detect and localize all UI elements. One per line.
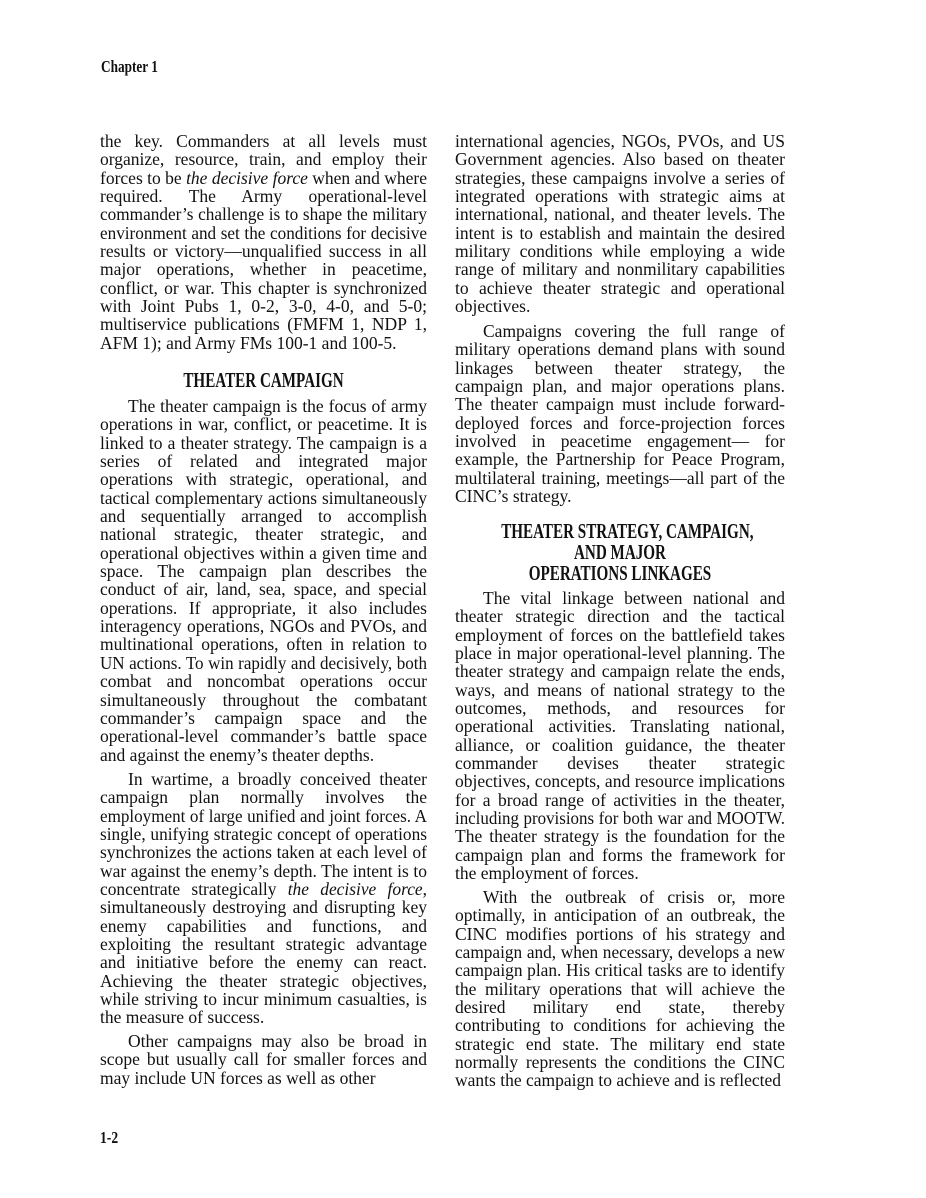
text-line: the key. Commanders at all levels must (100, 131, 427, 151)
text-line: Other campaigns may also be broad in (128, 1031, 427, 1051)
text-line: series of related and integrated major (100, 451, 427, 472)
text-line: international, national, and theater levels. The (455, 204, 785, 225)
text-line: employment of large unified and joint forces. A (100, 805, 427, 826)
text-line: to achieve theater strategic and operational (455, 277, 785, 298)
text-line: scope but usually call for smaller forces and (100, 1049, 427, 1070)
chapter-header: Chapter 1 (101, 57, 158, 76)
text-line: outcomes, methods, and resources for (455, 698, 785, 719)
text-line: intent is to establish and maintain the desired (455, 222, 785, 243)
text-line: In wartime, a broadly conceived theater (128, 769, 427, 789)
text-line: the employment of forces. (455, 863, 639, 884)
text-line: strategies, these campaigns involve a series of (455, 167, 785, 188)
text-line: operations. If appropriate, it also includes (100, 597, 427, 618)
text-line: theater strategy and campaign relate the ends, (455, 661, 785, 682)
text-line: space. The campaign plan describes the (100, 561, 427, 582)
text-line: may include UN forces as well as other (100, 1067, 376, 1088)
text-line: required. The Army operational-level (100, 186, 427, 207)
text-line: linkages between theater strategy, the (455, 357, 785, 378)
text-line: exploiting the resultant strategic advantage (100, 934, 427, 955)
text-line: multiservice publications (FMFM 1, NDP 1, (100, 314, 427, 335)
text-line: involved in peacetime engagement— for (455, 431, 785, 452)
text-line: employment of forces on the battlefield takes (455, 624, 785, 645)
text-line: including provisions for both war and MOOTW. (455, 808, 785, 829)
paragraph (100, 1032, 427, 1087)
text-line: deployed forces and force-projection forces (455, 412, 785, 433)
text-line: AFM 1); and Army FMs 100-1 and 100-5. (100, 332, 397, 353)
text-line: desired military end state, thereby (455, 997, 785, 1018)
text-line: operations in war, conflict, or peacetime. It is (100, 414, 427, 435)
text-line: war against the enemy’s depth. The intent is to (100, 860, 427, 881)
text-line: alliance, or coalition guidance, the theater (455, 734, 785, 755)
text-line: optimally, in anticipation of an outbreak, the (455, 905, 785, 926)
text-line: the measure of success. (100, 1007, 265, 1028)
text-line: objectives. (455, 296, 531, 317)
text-line: with Joint Pubs 1, 0-2, 3-0, 4-0, and 5-0; (100, 296, 427, 317)
text-line: tactical complementary actions simultaneously (100, 487, 427, 508)
text-line: while striving to incur minimum casualties, is (100, 989, 427, 1010)
paragraph (100, 397, 427, 764)
text-line: Achieving the theater strategic objectives, (100, 970, 427, 991)
text-line: the military operations that will achieve the (455, 978, 785, 999)
text-line: Campaigns covering the full range of (483, 321, 785, 341)
text-line: single, unifying strategic concept of operations (100, 824, 427, 845)
text-line: and sequentially arranged to accomplish (100, 506, 427, 527)
text-line: operational activities. Translating national, (455, 716, 785, 737)
text-line: interagency operations, NGOs and PVOs, and (100, 616, 427, 637)
text-line: theater strategic direction and the tactical (455, 606, 785, 627)
paragraph (455, 589, 785, 883)
text-line: national strategic, theater strategic, and (100, 524, 427, 545)
text-line: campaign and, when necessary, develops a new (455, 942, 785, 963)
text-line: example, the Partnership for Peace Program, (455, 449, 785, 470)
text-line: enemy capabilities and functions, and (100, 915, 427, 936)
text-line: for a broad range of activities in the theater, (455, 789, 785, 810)
text-line: synchronizes the actions taken at each level of (100, 842, 427, 863)
text-line: campaign plan normally involves the (100, 787, 427, 808)
paragraph (100, 132, 427, 352)
text-line: ways, and means of national strategy to the (455, 679, 785, 700)
page-number: 1-2 (100, 1128, 119, 1147)
paragraph (455, 888, 785, 1090)
text-line: conduct of air, land, sea, space, and special (100, 579, 427, 600)
text-line: multilateral training, meetings—all part of the (455, 467, 785, 488)
text-line: commander devises theater strategic (455, 753, 785, 774)
text-line: campaign plan and forms the framework for (455, 844, 785, 865)
text-line: linked to a theater strategy. The campaign is a (100, 432, 427, 453)
text-line: and against the enemy’s theater depths. (100, 744, 375, 765)
text-line: Government agencies. Also based on theater (455, 149, 785, 170)
text-line: environment and set the conditions for decisive (100, 222, 427, 243)
text-line: The vital linkage between national and (483, 588, 785, 608)
text-line: wants the campaign to achieve and is reflected (455, 1070, 782, 1091)
text-line: With the outbreak of crisis or, more (483, 887, 785, 907)
text-line: operational-level commander’s battle space (100, 726, 427, 747)
section-heading-linkages (455, 521, 785, 584)
text-line: military operations demand plans with sound (455, 339, 785, 360)
text-line: major operations, whether in peacetime, (100, 259, 427, 280)
text-line: commander’s campaign space and the (100, 707, 427, 728)
text-line: commander’s challenge is to shape the military (100, 204, 427, 225)
text-line: range of military and nonmilitary capabilities (455, 259, 785, 280)
text-line: The theater strategy is the foundation for the (455, 826, 785, 847)
text-line: campaign plan, and major operations plans. (455, 376, 785, 397)
paragraph (100, 770, 427, 1027)
text-line: contributing to conditions for achieving the (455, 1015, 785, 1036)
text-line: strategic end state. The military end state (455, 1033, 785, 1054)
text-line: and initiative before the enemy can react. (100, 952, 427, 973)
text-line: UN actions. To win rapidly and decisively, both (100, 652, 427, 673)
text-line: forces to be the decisive force when and where (100, 167, 427, 188)
text-line: multinational operations, often in relation to (100, 634, 427, 655)
text-line: place in major operational-level planning. The (455, 643, 785, 664)
text-line: integrated operations with strategic aims at (455, 186, 785, 207)
text-line: The theater campaign is the focus of army (128, 396, 427, 416)
text-line: military conditions while employing a wide (455, 241, 785, 262)
text-line: organize, resource, train, and employ their (100, 149, 427, 170)
text-line: conflict, or war. This chapter is synchronized (100, 277, 427, 298)
text-line: The theater campaign must include forward- (455, 394, 785, 415)
text-line: results or victory—unqualified success in all (100, 241, 427, 262)
text-line: concentrate strategically the decisive force, (100, 879, 427, 900)
text-line: CINC modifies portions of his strategy and (455, 923, 785, 944)
text-line: simultaneously throughout the combatant (100, 689, 427, 710)
text-line: operations with strategic, operational, and (100, 469, 427, 490)
text-line: combat and noncombat operations occur (100, 671, 427, 692)
paragraph (455, 322, 785, 505)
heading-text: THEATER CAMPAIGN (183, 368, 344, 392)
text-line: campaign plan. His critical tasks are to identify (455, 960, 785, 981)
paragraph (455, 132, 785, 315)
text-line: simultaneously destroying and disrupting key (100, 897, 427, 918)
heading-line: AND MAJOR (574, 540, 666, 564)
heading-line: THEATER STRATEGY, CAMPAIGN, (501, 519, 754, 543)
heading-line: OPERATIONS LINKAGES (528, 561, 712, 585)
section-heading-theater-campaign (100, 370, 427, 391)
text-line: objectives, concepts, and resource implications (455, 771, 785, 792)
text-line: CINC’s strategy. (455, 486, 572, 507)
text-line: normally represents the conditions the CINC (455, 1052, 785, 1073)
text-line: international agencies, NGOs, PVOs, and US (455, 131, 785, 151)
text-line: operational objectives within a given time and (100, 542, 427, 563)
